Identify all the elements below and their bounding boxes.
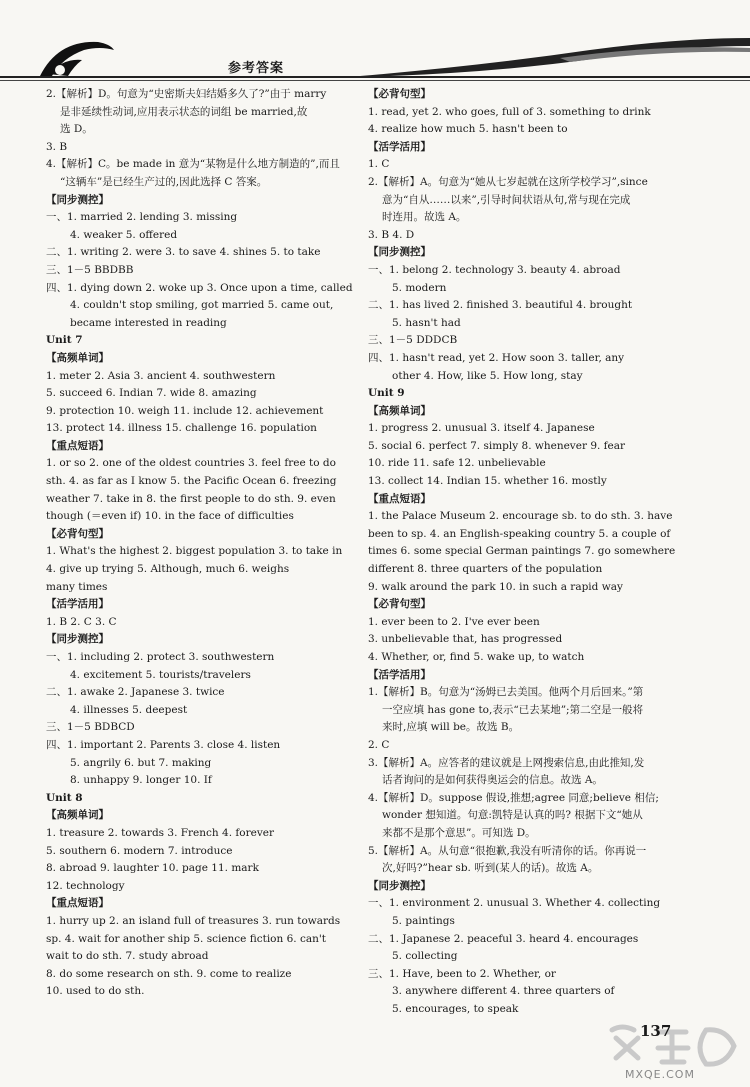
answer-line: 12. technology (46, 879, 125, 892)
answer-line: 4. give up trying 5. Although, much 6. weighs (46, 563, 290, 576)
answer-line: 话者询问的是如何获得奥运会的信息。故选 A。 (382, 774, 603, 787)
answer-line: 5. paintings (392, 914, 455, 927)
answer-line: wait to do sth. 7. study abroad (46, 950, 209, 963)
answer-line: “这辆车”是已经生产过的,因此选择 C 答案。 (60, 175, 268, 188)
answer-line: 2. C (368, 738, 390, 751)
header-decoration-icon (360, 36, 750, 76)
unit-heading: Unit 9 (368, 387, 405, 400)
answer-line: 1. or so 2. one of the oldest countries 3. feel free to do (46, 457, 336, 470)
answer-line: 一、1. environment 2. unusual 3. Whether 4. collecting (368, 897, 661, 910)
section-heading: 【重点短语】 (46, 439, 109, 452)
answer-line: 5. modern (392, 281, 447, 294)
answer-line: 4.【解析】C。be made in 意为“某物是什么地方制造的”,而且 (46, 158, 340, 171)
answer-line: 4. couldn't stop smiling, got married 5. came out, (70, 299, 334, 312)
section-heading: 【同步测控】 (368, 246, 431, 259)
answer-line: 1. treasure 2. towards 3. French 4. forever (46, 826, 274, 839)
answer-line: 一空应填 has gone to,表示“已去某地”;第二空是一般将 (382, 703, 644, 716)
answer-line: 4. realize how much 5. hasn't been to (368, 123, 568, 136)
answer-line: 2.【解析】A。句意为“她从七岁起就在这所学校学习”,since (368, 175, 648, 188)
answer-line: 意为“自从……以来”,引导时间状语从句,常与现在完成 (382, 193, 631, 206)
answer-line: 10. used to do sth. (46, 985, 145, 998)
answer-line: 5. succeed 6. Indian 7. wide 8. amazing (46, 387, 257, 400)
answer-line: 5. hasn't had (392, 316, 461, 329)
answer-line: 5. angrily 6. but 7. making (70, 756, 212, 769)
answer-line: became interested in reading (70, 316, 227, 329)
section-heading: 【高频单词】 (46, 809, 109, 822)
section-heading: 【同步测控】 (46, 633, 109, 646)
answer-line: 5.【解析】A。从句意“很抱歉,我没有听清你的话。你再说一 (368, 844, 647, 857)
answer-line: 3.【解析】A。应答者的建议就是上网搜索信息,由此推知,发 (368, 756, 645, 769)
section-heading: 【重点短语】 (46, 897, 109, 910)
answer-line: 三、1. Have, been to 2. Whether, or (368, 967, 556, 980)
answer-line: 1. B 2. C 3. C (46, 615, 117, 628)
header-rule (0, 76, 750, 78)
answer-line: sth. 4. as far as I know 5. the Pacific Ocean 6. freezing (46, 475, 337, 488)
answer-line: 是非延续性动词,应用表示状态的词组 be married,故 (60, 105, 308, 118)
answer-line: 二、1. has lived 2. finished 3. beautiful 4. brought (368, 299, 633, 312)
answer-line: 9. protection 10. weigh 11. include 12. achievement (46, 404, 324, 417)
answer-line: 5. encourages, to speak (392, 1002, 519, 1015)
answer-line: 1. the Palace Museum 2. encourage sb. to do sth. 3. have (368, 510, 673, 523)
answer-line: 4. illnesses 5. deepest (70, 703, 188, 716)
answer-line: 1. hurry up 2. an island full of treasures 3. run towards (46, 914, 341, 927)
answer-line: 一、1. married 2. lending 3. missing (46, 211, 238, 224)
section-heading: 【高频单词】 (368, 404, 431, 417)
answer-line: 1. What's the highest 2. biggest population 3. to take in (46, 545, 343, 558)
answer-line: 8. do some research on sth. 9. come to realize (46, 967, 292, 980)
answer-line: 2.【解析】D。句意为“史密斯夫妇结婚多久了?”由于 marry (46, 88, 327, 100)
answer-line: 1. C (368, 158, 390, 171)
answer-line: 1. meter 2. Asia 3. ancient 4. southwestern (46, 369, 276, 382)
answer-line: 二、1. Japanese 2. peaceful 3. heard 4. encourages (368, 932, 639, 945)
header-rule-thin (0, 80, 750, 81)
page-header (0, 0, 750, 86)
answer-line: 4. Whether, or, find 5. wake up, to watch (368, 651, 585, 663)
answer-line: 3. B 4. D (368, 228, 415, 241)
answer-line: 1.【解析】B。句意为“汤姆已去美国。他两个月后回来。”第 (368, 686, 644, 699)
answer-line: many times (46, 580, 108, 593)
left-column (46, 86, 360, 1001)
section-heading: 【必背句型】 (368, 88, 431, 100)
answer-line: been to sp. 4. an English-speaking country 5. a couple of (368, 527, 671, 540)
answer-line: 8. unhappy 9. longer 10. If (70, 774, 212, 787)
answer-line: 10. ride 11. safe 12. unbelievable (368, 457, 546, 470)
section-heading: 【高频单词】 (46, 351, 109, 364)
answer-line: 5. social 6. perfect 7. simply 8. whenever 9. fear (368, 439, 626, 452)
page-number: 137 (640, 1022, 672, 1040)
answer-line: 13. collect 14. Indian 15. whether 16. mostly (368, 475, 607, 488)
answer-line: 来时,应填 will be。故选 B。 (382, 721, 520, 734)
section-heading: 【必背句型】 (46, 527, 109, 540)
answer-line: 1. progress 2. unusual 3. itself 4. Japanese (368, 422, 595, 435)
answer-line: 次,好吗?”hear sb. 听到(某人的话)。故选 A。 (382, 862, 599, 875)
answer-line: 四、1. dying down 2. woke up 3. Once upon a time, called (46, 281, 353, 294)
answer-line: 一、1. belong 2. technology 3. beauty 4. abroad (368, 263, 621, 276)
answer-line: times 6. some special German paintings 7. go somewhere (368, 545, 676, 558)
answer-line: 3. unbelievable that, has progressed (368, 633, 563, 646)
answer-line: 来都不是那个意思”。可知选 D。 (382, 826, 536, 839)
answer-line: 3. anywhere different 4. three quarters of (392, 985, 615, 998)
section-heading: 【同步测控】 (46, 193, 109, 206)
answer-line: 4. weaker 5. offered (70, 228, 178, 241)
answer-line: 1. read, yet 2. who goes, full of 3. something to drink (368, 105, 651, 118)
right-column (368, 86, 686, 1018)
unit-heading: Unit 8 (46, 791, 83, 804)
section-heading: 【活学活用】 (46, 598, 109, 611)
section-heading: 【重点短语】 (368, 492, 431, 505)
answer-line: 3. B (46, 140, 68, 153)
answer-line: 选 D。 (60, 123, 93, 136)
answer-line: 三、1－5 BBDBB (46, 263, 134, 276)
answer-line: 5. collecting (392, 950, 458, 963)
answer-line: 9. walk around the park 10. in such a rapid way (368, 580, 623, 593)
answer-line: other 4. How, like 5. How long, stay (392, 369, 583, 382)
answer-line: 二、1. writing 2. were 3. to save 4. shines 5. to take (46, 246, 321, 259)
answer-line: though (＝even if) 10. in the face of difficulties (46, 510, 294, 523)
watermark-text: MXQE.COM (625, 1068, 695, 1081)
answer-line: different 8. three quarters of the population (368, 563, 603, 576)
section-heading: 【活学活用】 (368, 140, 431, 153)
answer-line: 时连用。故选 A。 (382, 211, 467, 224)
header-title: 参考答案 (228, 61, 285, 76)
answer-line: weather 7. take in 8. the first people to do sth. 9. even (46, 492, 336, 505)
answer-line: 1. ever been to 2. I've ever been (368, 615, 540, 628)
answer-line: 一、1. including 2. protect 3. southwestern (46, 651, 275, 663)
section-heading: 【同步测控】 (368, 879, 431, 892)
answer-line: wonder 想知道。句意:凯特是认真的吗? 根据下文“她从 (382, 809, 643, 822)
answer-line: 四、1. important 2. Parents 3. close 4. listen (46, 738, 281, 751)
header-logo-icon (38, 36, 116, 80)
answer-line: 二、1. awake 2. Japanese 3. twice (46, 686, 225, 699)
answer-line: 4.【解析】D。suppose 假设,推想;agree 同意;believe 相信; (368, 791, 659, 804)
answer-line: 三、1－5 BDBCD (46, 721, 135, 734)
unit-heading: Unit 7 (46, 334, 83, 347)
answer-line: 13. protect 14. illness 15. challenge 16. population (46, 422, 317, 435)
answer-line: 4. excitement 5. tourists/travelers (70, 668, 251, 681)
answer-line: 5. southern 6. modern 7. introduce (46, 844, 233, 857)
answer-line: 四、1. hasn't read, yet 2. How soon 3. taller, any (368, 351, 625, 364)
answer-line: 三、1－5 DDDCB (368, 334, 458, 347)
section-heading: 【活学活用】 (368, 668, 431, 681)
answer-line: sp. 4. wait for another ship 5. science fiction 6. can't (46, 932, 326, 945)
answer-line: 8. abroad 9. laughter 10. page 11. mark (46, 862, 259, 875)
section-heading: 【必背句型】 (368, 598, 431, 611)
